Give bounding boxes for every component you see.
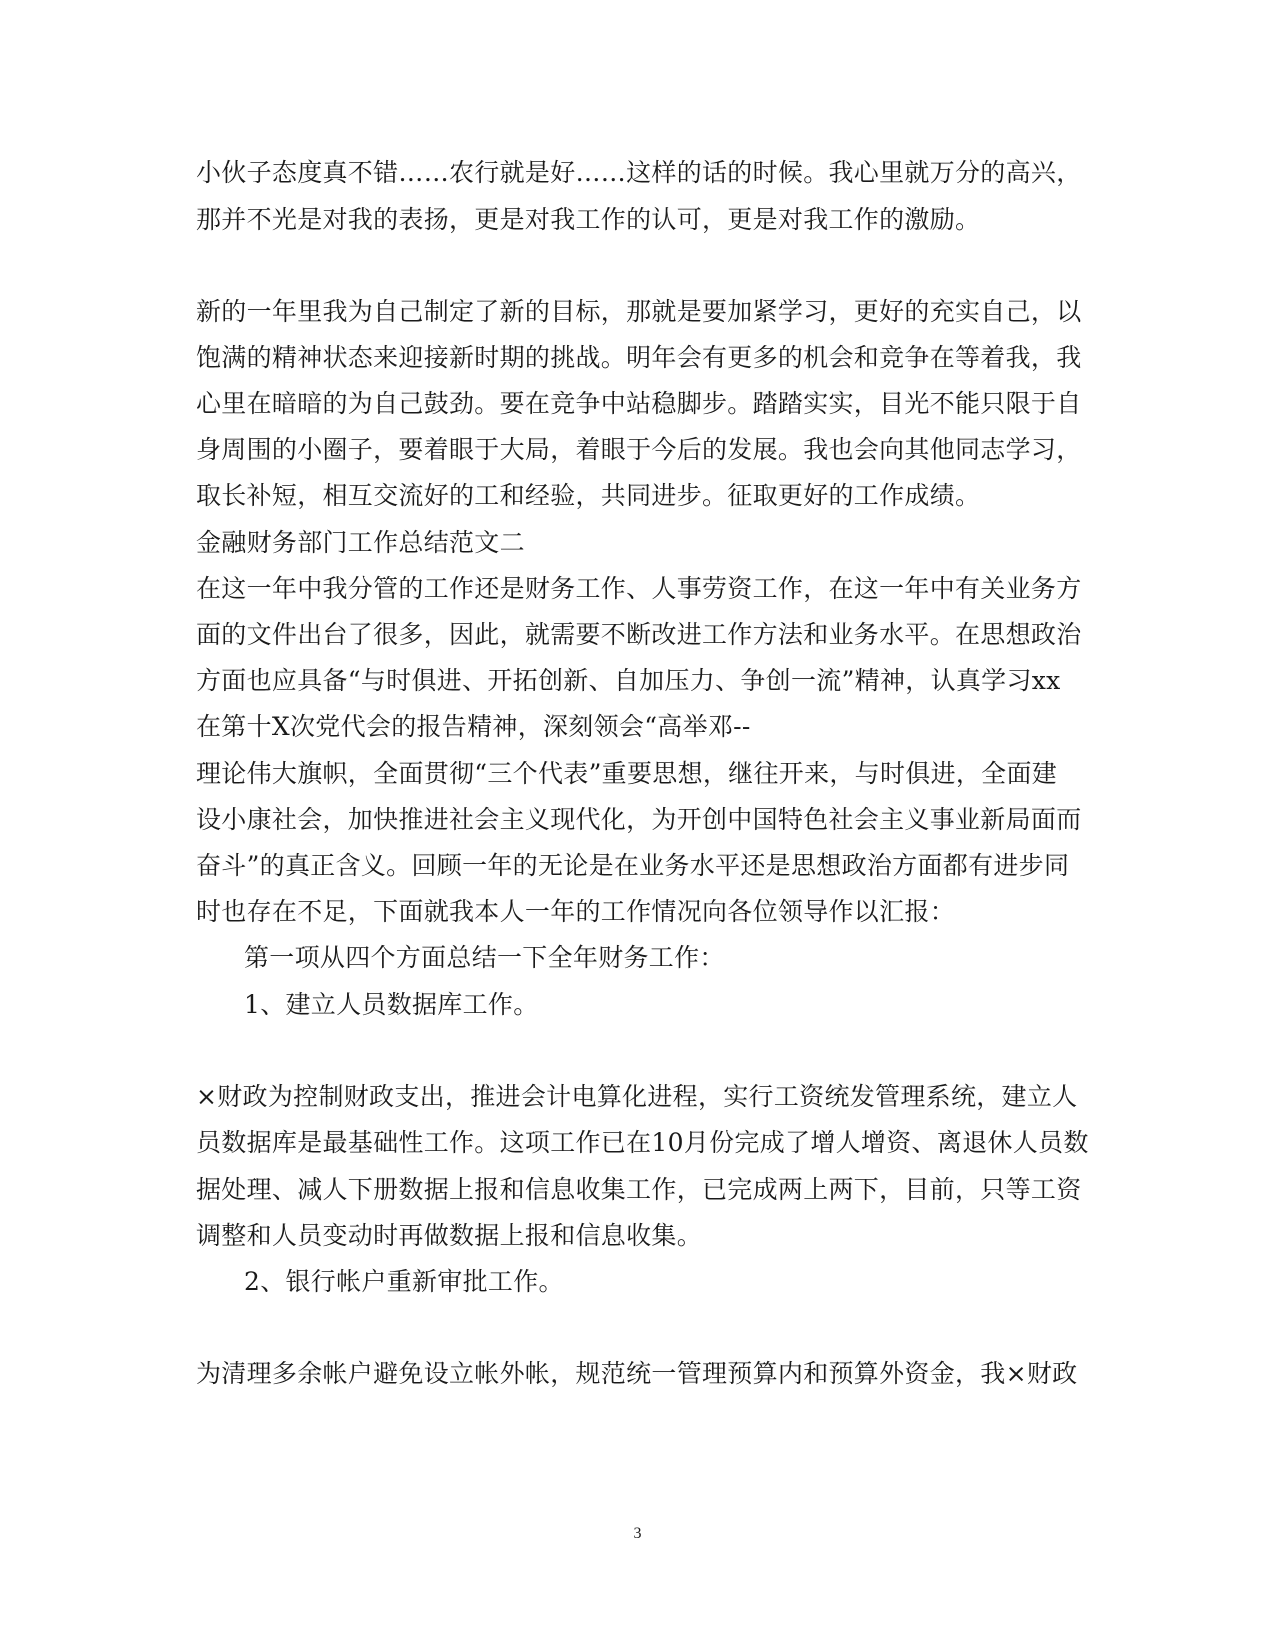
text-line: 面的文件出台了很多，因此，就需要不断改进工作方法和业务水平。在思想政治: [196, 620, 1082, 649]
text-line: 时也存在不足，下面就我本人一年的工作情况向各位领导作以汇报：: [196, 897, 956, 926]
text-line: 员数据库是最基础性工作。这项工作已在10月份完成了增人增资、离退休人员数: [196, 1128, 1089, 1157]
text-line: 为清理多余帐户避免设立帐外帐，规范统一管理预算内和预算外资金，我×财政: [196, 1359, 1078, 1388]
list-item-heading: 2、银行帐户重新审批工作。: [244, 1267, 564, 1296]
text-line: 心里在暗暗的为自己鼓劲。要在竞争中站稳脚步。踏踏实实，目光不能只限于自: [196, 389, 1082, 418]
text-line: 饱满的精神状态来迎接新时期的挑战。明年会有更多的机会和竞争在等着我，我: [196, 343, 1082, 372]
text-line: 调整和人员变动时再做数据上报和信息收集。: [196, 1221, 703, 1250]
text-line: 据处理、减人下册数据上报和信息收集工作，已完成两上两下，目前，只等工资: [196, 1175, 1082, 1204]
text-line: 那并不光是对我的表扬，更是对我工作的认可，更是对我工作的激励。: [196, 205, 981, 234]
text-line: ×财政为控制财政支出，推进会计电算化进程，实行工资统发管理系统，建立人: [196, 1082, 1078, 1111]
page-number: 3: [633, 1525, 642, 1542]
text-line: 方面也应具备“与时俱进、开拓创新、自加压力、争创一流”精神，认真学习xx: [196, 666, 1061, 695]
text-line: 新的一年里我为自己制定了新的目标，那就是要加紧学习，更好的充实自己，以: [196, 297, 1082, 326]
text-line: 取长补短，相互交流好的工和经验，共同进步。征取更好的工作成绩。: [196, 481, 981, 510]
text-line: 小伙子态度真不错……农行就是好……这样的话的时候。我心里就万分的高兴，: [196, 158, 1082, 187]
text-line: 奋斗”的真正含义。回顾一年的无论是在业务水平还是思想政治方面都有进步同: [196, 851, 1070, 880]
text-line: 设小康社会，加快推进社会主义现代化，为开创中国特色社会主义事业新局面而: [196, 805, 1082, 834]
text-line: 身周围的小圈子，要着眼于大局，着眼于今后的发展。我也会向其他同志学习，: [196, 435, 1082, 464]
text-line: 在这一年中我分管的工作还是财务工作、人事劳资工作，在这一年中有关业务方: [196, 574, 1082, 603]
list-heading: 第一项从四个方面总结一下全年财务工作：: [244, 943, 725, 972]
section-heading: 金融财务部门工作总结范文二: [196, 528, 525, 557]
text-line: 在第十X次党代会的报告精神，深刻领会“高举邓--: [196, 712, 751, 741]
list-item-heading: 1、建立人员数据库工作。: [244, 990, 539, 1019]
text-line: 理论伟大旗帜，全面贯彻“三个代表”重要思想，继往开来，与时俱进，全面建: [196, 759, 1058, 788]
